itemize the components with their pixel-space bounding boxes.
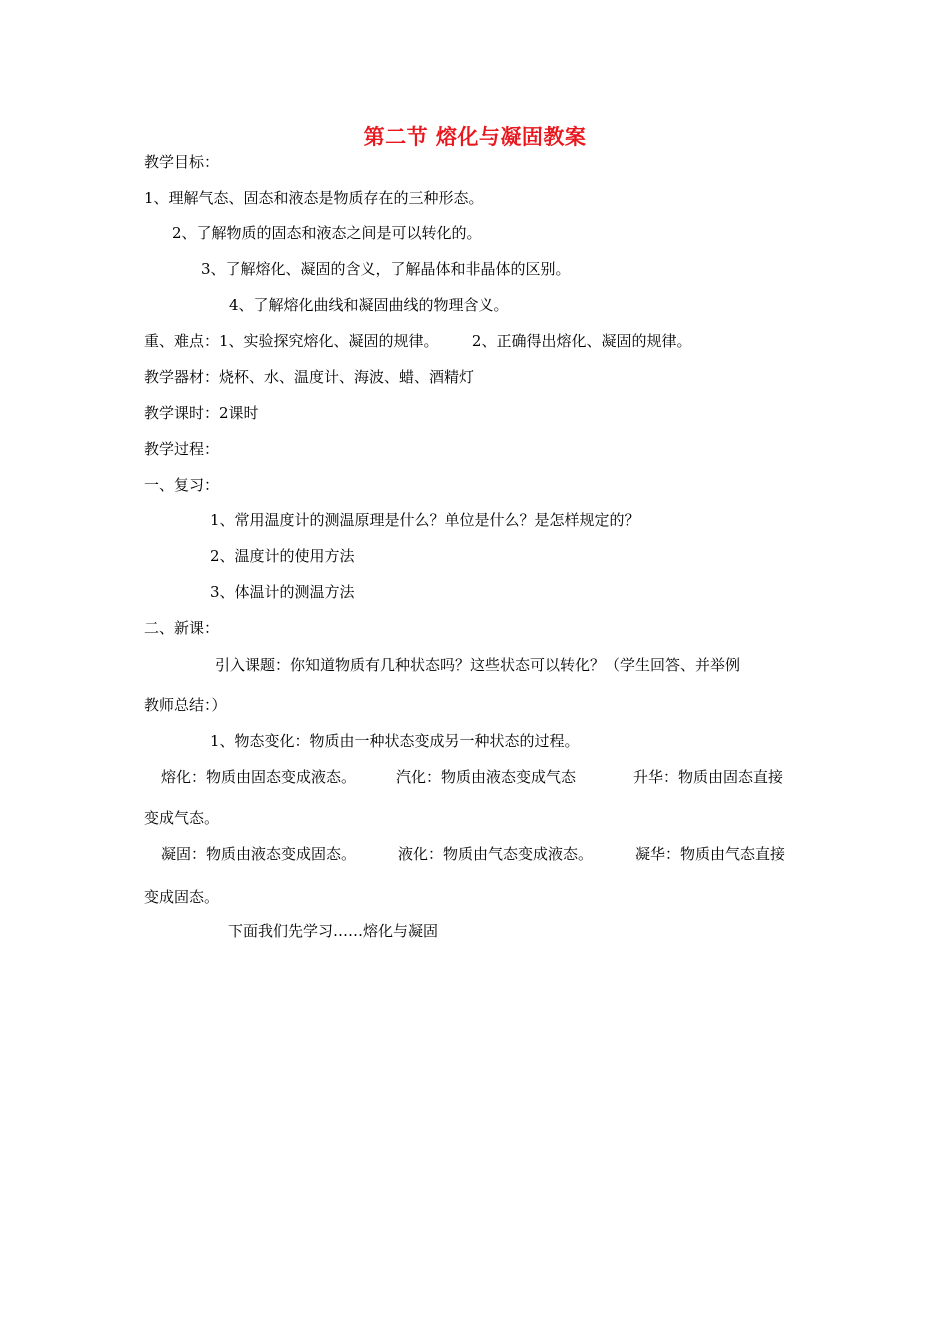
objective-item: 1、理解气态、固态和液态是物质存在的三种形态。 (144, 189, 484, 207)
new-lesson-heading: 二、新课： (144, 619, 220, 637)
document-title: 第二节 熔化与凝固教案 (363, 125, 587, 149)
review-heading: 一、复习： (144, 476, 220, 494)
review-item: 2、温度计的使用方法 (210, 547, 355, 565)
sublimation-definition: 升华：物质由固态直接 (633, 768, 784, 786)
deposition-definition-cont: 变成固态。 (144, 888, 220, 906)
intro-line: 引入课题：你知道物质有几种状态吗？这些状态可以转化？（学生回答、并举例 (215, 656, 741, 674)
liquefaction-definition: 液化：物质由气态变成液态。 (398, 845, 594, 863)
process-heading: 教学过程： (144, 440, 220, 458)
vaporization-definition: 汽化：物质由液态变成气态 (396, 768, 577, 786)
intro-line-cont: 教师总结：） (144, 696, 227, 714)
objective-item: 4、了解熔化曲线和凝固曲线的物理含义。 (229, 296, 509, 314)
objectives-heading: 教学目标： (144, 153, 220, 171)
objective-item: 3、了解熔化、凝固的含义，了解晶体和非晶体的区别。 (201, 260, 571, 278)
sublimation-definition-cont: 变成气态。 (144, 809, 220, 827)
melting-definition: 熔化：物质由固态变成液态。 (161, 768, 357, 786)
key-points: 重、难点：1、实验探究熔化、凝固的规律。 2、正确得出熔化、凝固的规律。 (144, 332, 692, 350)
definition-line: 1、物态变化：物质由一种状态变成另一种状态的过程。 (210, 732, 580, 750)
next-topic-line: 下面我们先学习……熔化与凝固 (228, 922, 439, 940)
review-item: 1、常用温度计的测温原理是什么？单位是什么？是怎样规定的？ (210, 511, 640, 529)
solidification-definition: 凝固：物质由液态变成固态。 (161, 845, 357, 863)
equipment: 教学器材：烧杯、水、温度计、海波、蜡、酒精灯 (144, 368, 475, 386)
review-item: 3、体温计的测温方法 (210, 583, 355, 601)
deposition-definition: 凝华：物质由气态直接 (635, 845, 786, 863)
class-hours: 教学课时：2课时 (144, 404, 259, 422)
objective-item: 2、了解物质的固态和液态之间是可以转化的。 (172, 224, 482, 242)
